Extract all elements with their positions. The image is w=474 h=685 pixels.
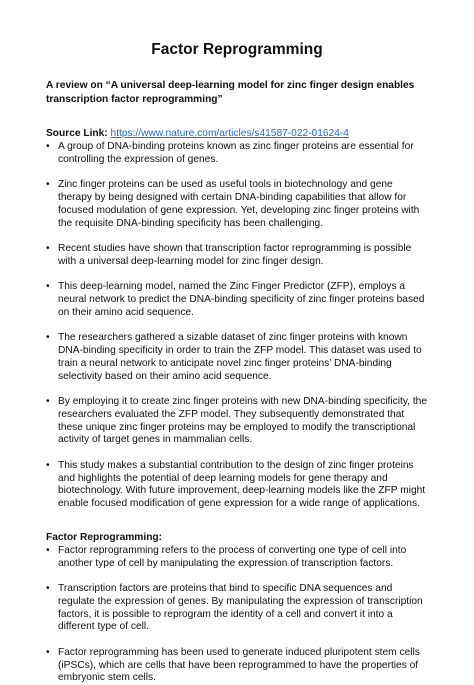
list-item-text: Factor reprogramming refers to the process of converting one type of cell into another type of cell by manipulating the expression of transcription factors. (58, 544, 407, 569)
list-item-text: A group of DNA-binding proteins known as zinc finger proteins are essential for controlling the expression of genes. (58, 141, 414, 165)
list-item (46, 396, 428, 447)
list-item (46, 583, 428, 634)
bullet-icon: • (46, 395, 50, 407)
bullet-icon: • (46, 544, 50, 556)
list-item-text: Factor reprogramming has been used to generate induced pluripotent stem cells (iPSCs), which are cells that have been reprogrammed to have the properties of embryonic stem cells. (58, 646, 420, 684)
summary-bullet-list (46, 141, 428, 511)
source-link[interactable]: https://www.nature.com/articles/s41587-022-01624-4 (110, 128, 349, 139)
bullet-icon: • (46, 141, 50, 152)
source-line (46, 127, 428, 141)
list-item (46, 179, 428, 230)
list-item (46, 141, 428, 167)
bullet-icon: • (46, 459, 50, 471)
section-heading: Factor Reprogramming: (46, 531, 163, 543)
list-item (46, 332, 428, 383)
list-item (46, 460, 428, 511)
list-item (46, 243, 428, 269)
list-item (46, 647, 428, 685)
list-item-text: Zinc finger proteins can be used as useful tools in biotechnology and gene therapy by being designed with certain DNA-binding capabilities that allow for focused modulation of gene expression. Yet, developing zinc finger proteins with the requisite DNA-binding specificity has been challenging. (58, 179, 420, 229)
bullet-icon: • (46, 646, 50, 658)
list-item (46, 545, 428, 571)
list-item-text: This deep-learning model, named the Zinc Finger Predictor (ZFP), employs a neural network to predict the DNA-binding specificity of zinc finger proteins based on their amino acid sequence. (58, 281, 425, 318)
review-subtitle: A review on “A universal deep-learning model for zinc finger design enables transcription factor reprogramming” (46, 80, 415, 105)
source-label: Source Link: (46, 128, 108, 139)
bullet-icon: • (46, 583, 50, 595)
list-item-text: The researchers gathered a sizable dataset of zinc finger proteins with known DNA-binding specificity in order to train the ZFP model. This dataset was used to train a neural network to anticipate novel zinc finger proteins’ DNA-binding selectivity based on their amino acid sequence. (58, 332, 422, 382)
bullet-icon: • (46, 332, 50, 344)
list-item-text: Transcription factors are proteins that bind to specific DNA sequences and regulate the expression of genes. By manipulating the expression of transcription factors, it is possible to reprogram the identity of a cell and convert it into a different type of cell. (58, 583, 423, 633)
list-item-text: By employing it to create zinc finger proteins with new DNA-binding specificity, the researchers evaluated the ZFP model. They subsequently demonstrated that these unique zinc finger proteins may be employed to modify the transcriptional activity of target genes in mammalian cells. (58, 395, 427, 446)
list-item (46, 281, 428, 319)
bullet-icon: • (46, 242, 50, 254)
bullet-icon: • (46, 179, 50, 191)
page-title: Factor Reprogramming (151, 41, 323, 58)
factor-reprogramming-bullet-list (46, 545, 428, 685)
list-item-text: This study makes a substantial contribution to the design of zinc finger proteins and highlights the potential of deep learning models for gene therapy and biotechnology. With future improvement, deep-learning models like the ZFP might enable focused modification of gene expression for a wide range of applications. (58, 459, 426, 510)
list-item-text: Recent studies have shown that transcription factor reprogramming is possible with a universal deep-learning model for zinc finger design. (58, 242, 412, 267)
bullet-icon: • (46, 281, 50, 293)
